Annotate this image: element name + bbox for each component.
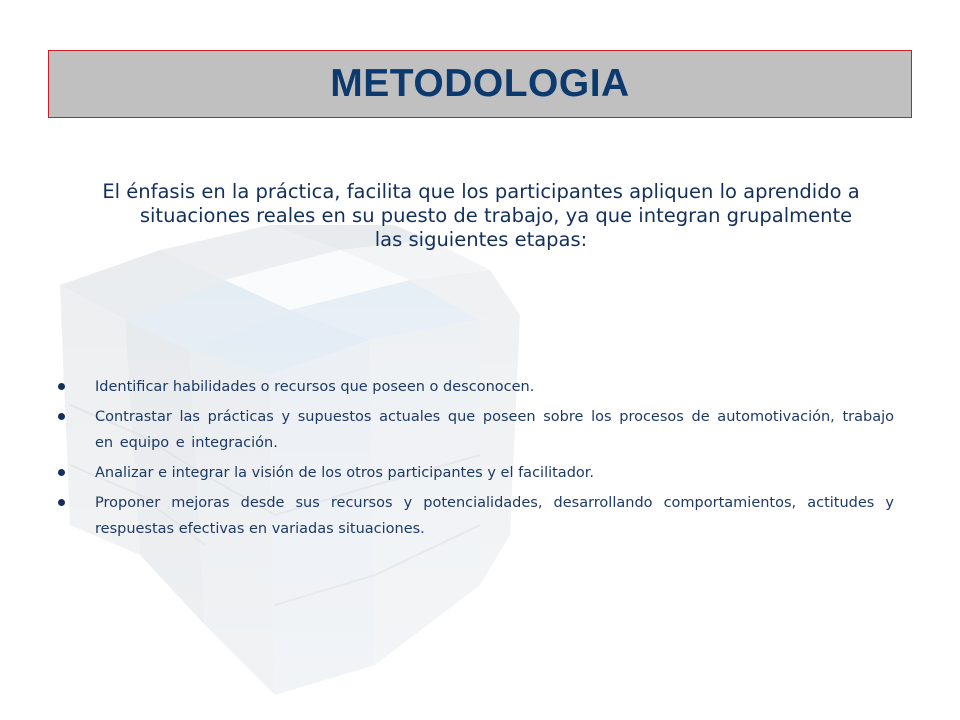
list-item-text: Identificar habilidades o recursos que poseen o desconocen. bbox=[95, 379, 535, 395]
list-item bbox=[56, 374, 894, 400]
bullet-dot-icon bbox=[58, 383, 65, 390]
bullet-dot-icon bbox=[58, 413, 65, 420]
list-item-text: Contrastar las prácticas y supuestos actuales que poseen sobre los procesos de automotivación, trabajo en equipo e integración. bbox=[95, 409, 894, 451]
list-item bbox=[56, 460, 894, 486]
slide-title: METODOLOGIA bbox=[330, 62, 630, 105]
intro-line: situaciones reales en su puesto de trabajo, ya que integran grupalmente bbox=[139, 204, 853, 227]
intro-line: El énfasis en la práctica, facilita que los participantes apliquen lo aprendido a bbox=[102, 180, 860, 203]
list-item-text: Analizar e integrar la visión de los otros participantes y el facilitador. bbox=[95, 465, 595, 481]
title-banner bbox=[48, 50, 912, 118]
list-item bbox=[56, 404, 894, 456]
list-item bbox=[56, 490, 894, 542]
intro-paragraph bbox=[58, 180, 904, 252]
intro-line: las siguientes etapas: bbox=[374, 228, 588, 251]
stages-bullet-list bbox=[56, 374, 894, 546]
bullet-dot-icon bbox=[58, 499, 65, 506]
list-item-text: Proponer mejoras desde sus recursos y potencialidades, desarrollando comportamientos, actitudes y respuestas efectivas en variadas situaciones. bbox=[95, 495, 894, 537]
bullet-dot-icon bbox=[58, 469, 65, 476]
